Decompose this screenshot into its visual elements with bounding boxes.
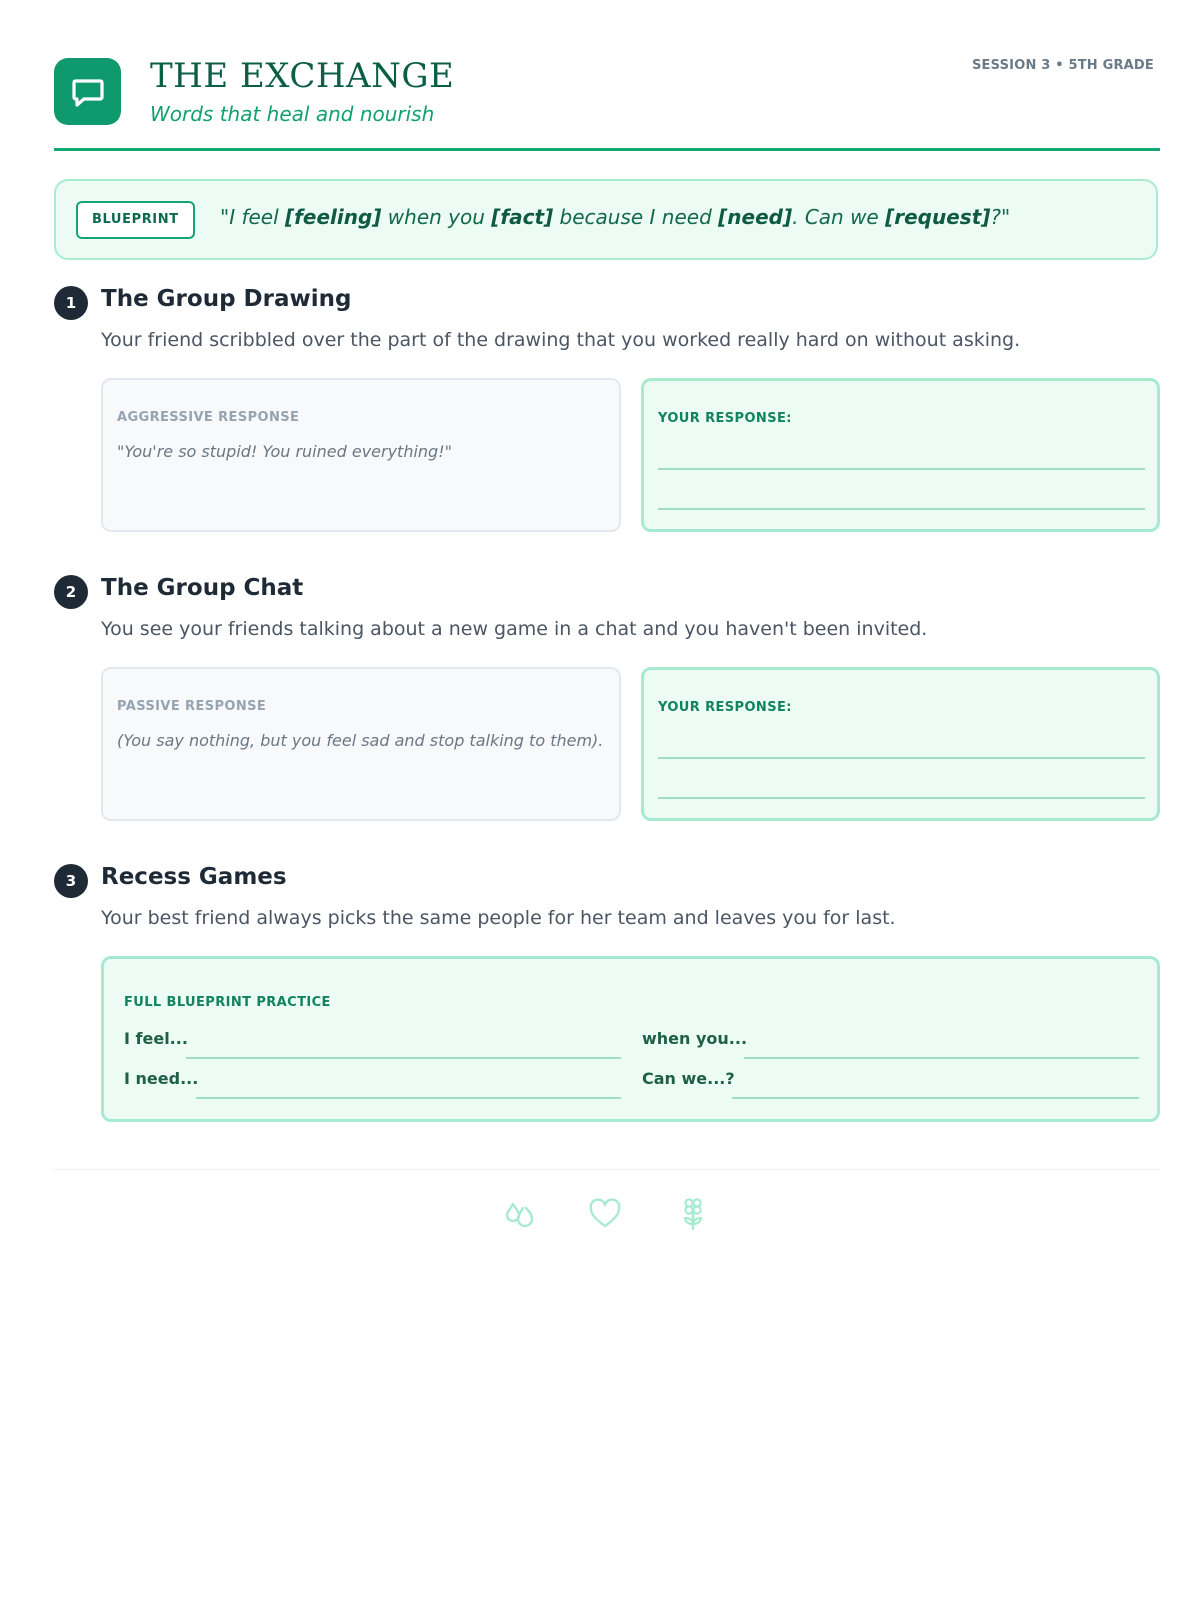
footer-divider	[54, 1169, 1160, 1170]
field-label: when you...	[642, 1029, 748, 1048]
example-response-text: "You're so stupid! You ruined everything!"	[117, 442, 452, 461]
section-description: Your best friend always picks the same people for her team and leaves you for last.	[101, 907, 896, 929]
your-response-card[interactable]	[641, 667, 1160, 821]
blueprint-text-part: . Can we	[792, 205, 886, 229]
response-write-line[interactable]	[658, 508, 1145, 510]
section-description: You see your friends talking about a new game in a chat and you haven't been invited.	[101, 618, 928, 640]
blueprint-tag: BLUEPRINT	[76, 201, 195, 239]
blueprint-slot-need: [need]	[718, 205, 793, 229]
blueprint-banner	[54, 179, 1158, 260]
field-write-line[interactable]	[732, 1097, 1139, 1099]
blueprint-text-part: when you	[381, 205, 492, 229]
field-write-line[interactable]	[196, 1097, 621, 1099]
section-number: 3	[54, 864, 88, 898]
section-title: Recess Games	[101, 864, 287, 890]
field-write-line[interactable]	[186, 1057, 621, 1059]
header	[54, 58, 1154, 128]
session-label: SESSION 3 • 5TH GRADE	[971, 58, 1154, 73]
your-response-label: YOUR RESPONSE:	[658, 700, 792, 715]
field-label: Can we...?	[642, 1069, 735, 1088]
example-response-text: (You say nothing, but you feel sad and stop talking to them).	[117, 731, 604, 750]
practice-label: FULL BLUEPRINT PRACTICE	[124, 995, 331, 1010]
section-number: 2	[54, 575, 88, 609]
heart-icon	[587, 1196, 623, 1232]
field-label: I need...	[124, 1069, 199, 1088]
blueprint-practice-card	[101, 956, 1160, 1122]
header-divider	[54, 148, 1160, 151]
response-write-line[interactable]	[658, 757, 1145, 759]
blueprint-slot-fact: [fact]	[491, 205, 554, 229]
water-drops-icon	[501, 1196, 537, 1232]
example-response-card	[101, 378, 621, 532]
example-response-card	[101, 667, 621, 821]
field-can-we[interactable]	[642, 1069, 1139, 1099]
section-number: 1	[54, 286, 88, 320]
field-write-line[interactable]	[744, 1057, 1139, 1059]
chat-bubble-icon	[54, 58, 121, 125]
page-subtitle: Words that heal and nourish	[150, 102, 435, 126]
example-response-label: AGGRESSIVE RESPONSE	[117, 410, 300, 425]
section-description: Your friend scribbled over the part of the drawing that you worked really hard on without asking.	[101, 329, 1021, 351]
blueprint-sentence	[220, 205, 1010, 229]
page-title: THE EXCHANGE	[150, 56, 455, 96]
field-label: I feel...	[124, 1029, 188, 1048]
footer-icons	[0, 1196, 1200, 1236]
field-i-feel[interactable]	[124, 1029, 621, 1059]
scenario-section-1	[54, 286, 1160, 536]
example-response-label: PASSIVE RESPONSE	[117, 699, 267, 714]
section-title: The Group Drawing	[101, 286, 352, 312]
your-response-label: YOUR RESPONSE:	[658, 411, 792, 426]
field-when-you[interactable]	[642, 1029, 1139, 1059]
blueprint-text-part: because I need	[553, 205, 719, 229]
blueprint-text-part: ?"	[990, 205, 1011, 229]
your-response-card[interactable]	[641, 378, 1160, 532]
response-write-line[interactable]	[658, 468, 1145, 470]
flower-icon	[675, 1196, 711, 1232]
blueprint-slot-request: [request]	[885, 205, 991, 229]
scenario-section-3	[54, 864, 1160, 1134]
scenario-section-2	[54, 575, 1160, 825]
field-i-need[interactable]	[124, 1069, 621, 1099]
response-write-line[interactable]	[658, 797, 1145, 799]
blueprint-text-part: "I feel	[220, 205, 286, 229]
section-title: The Group Chat	[101, 575, 304, 601]
blueprint-slot-feeling: [feeling]	[285, 205, 382, 229]
